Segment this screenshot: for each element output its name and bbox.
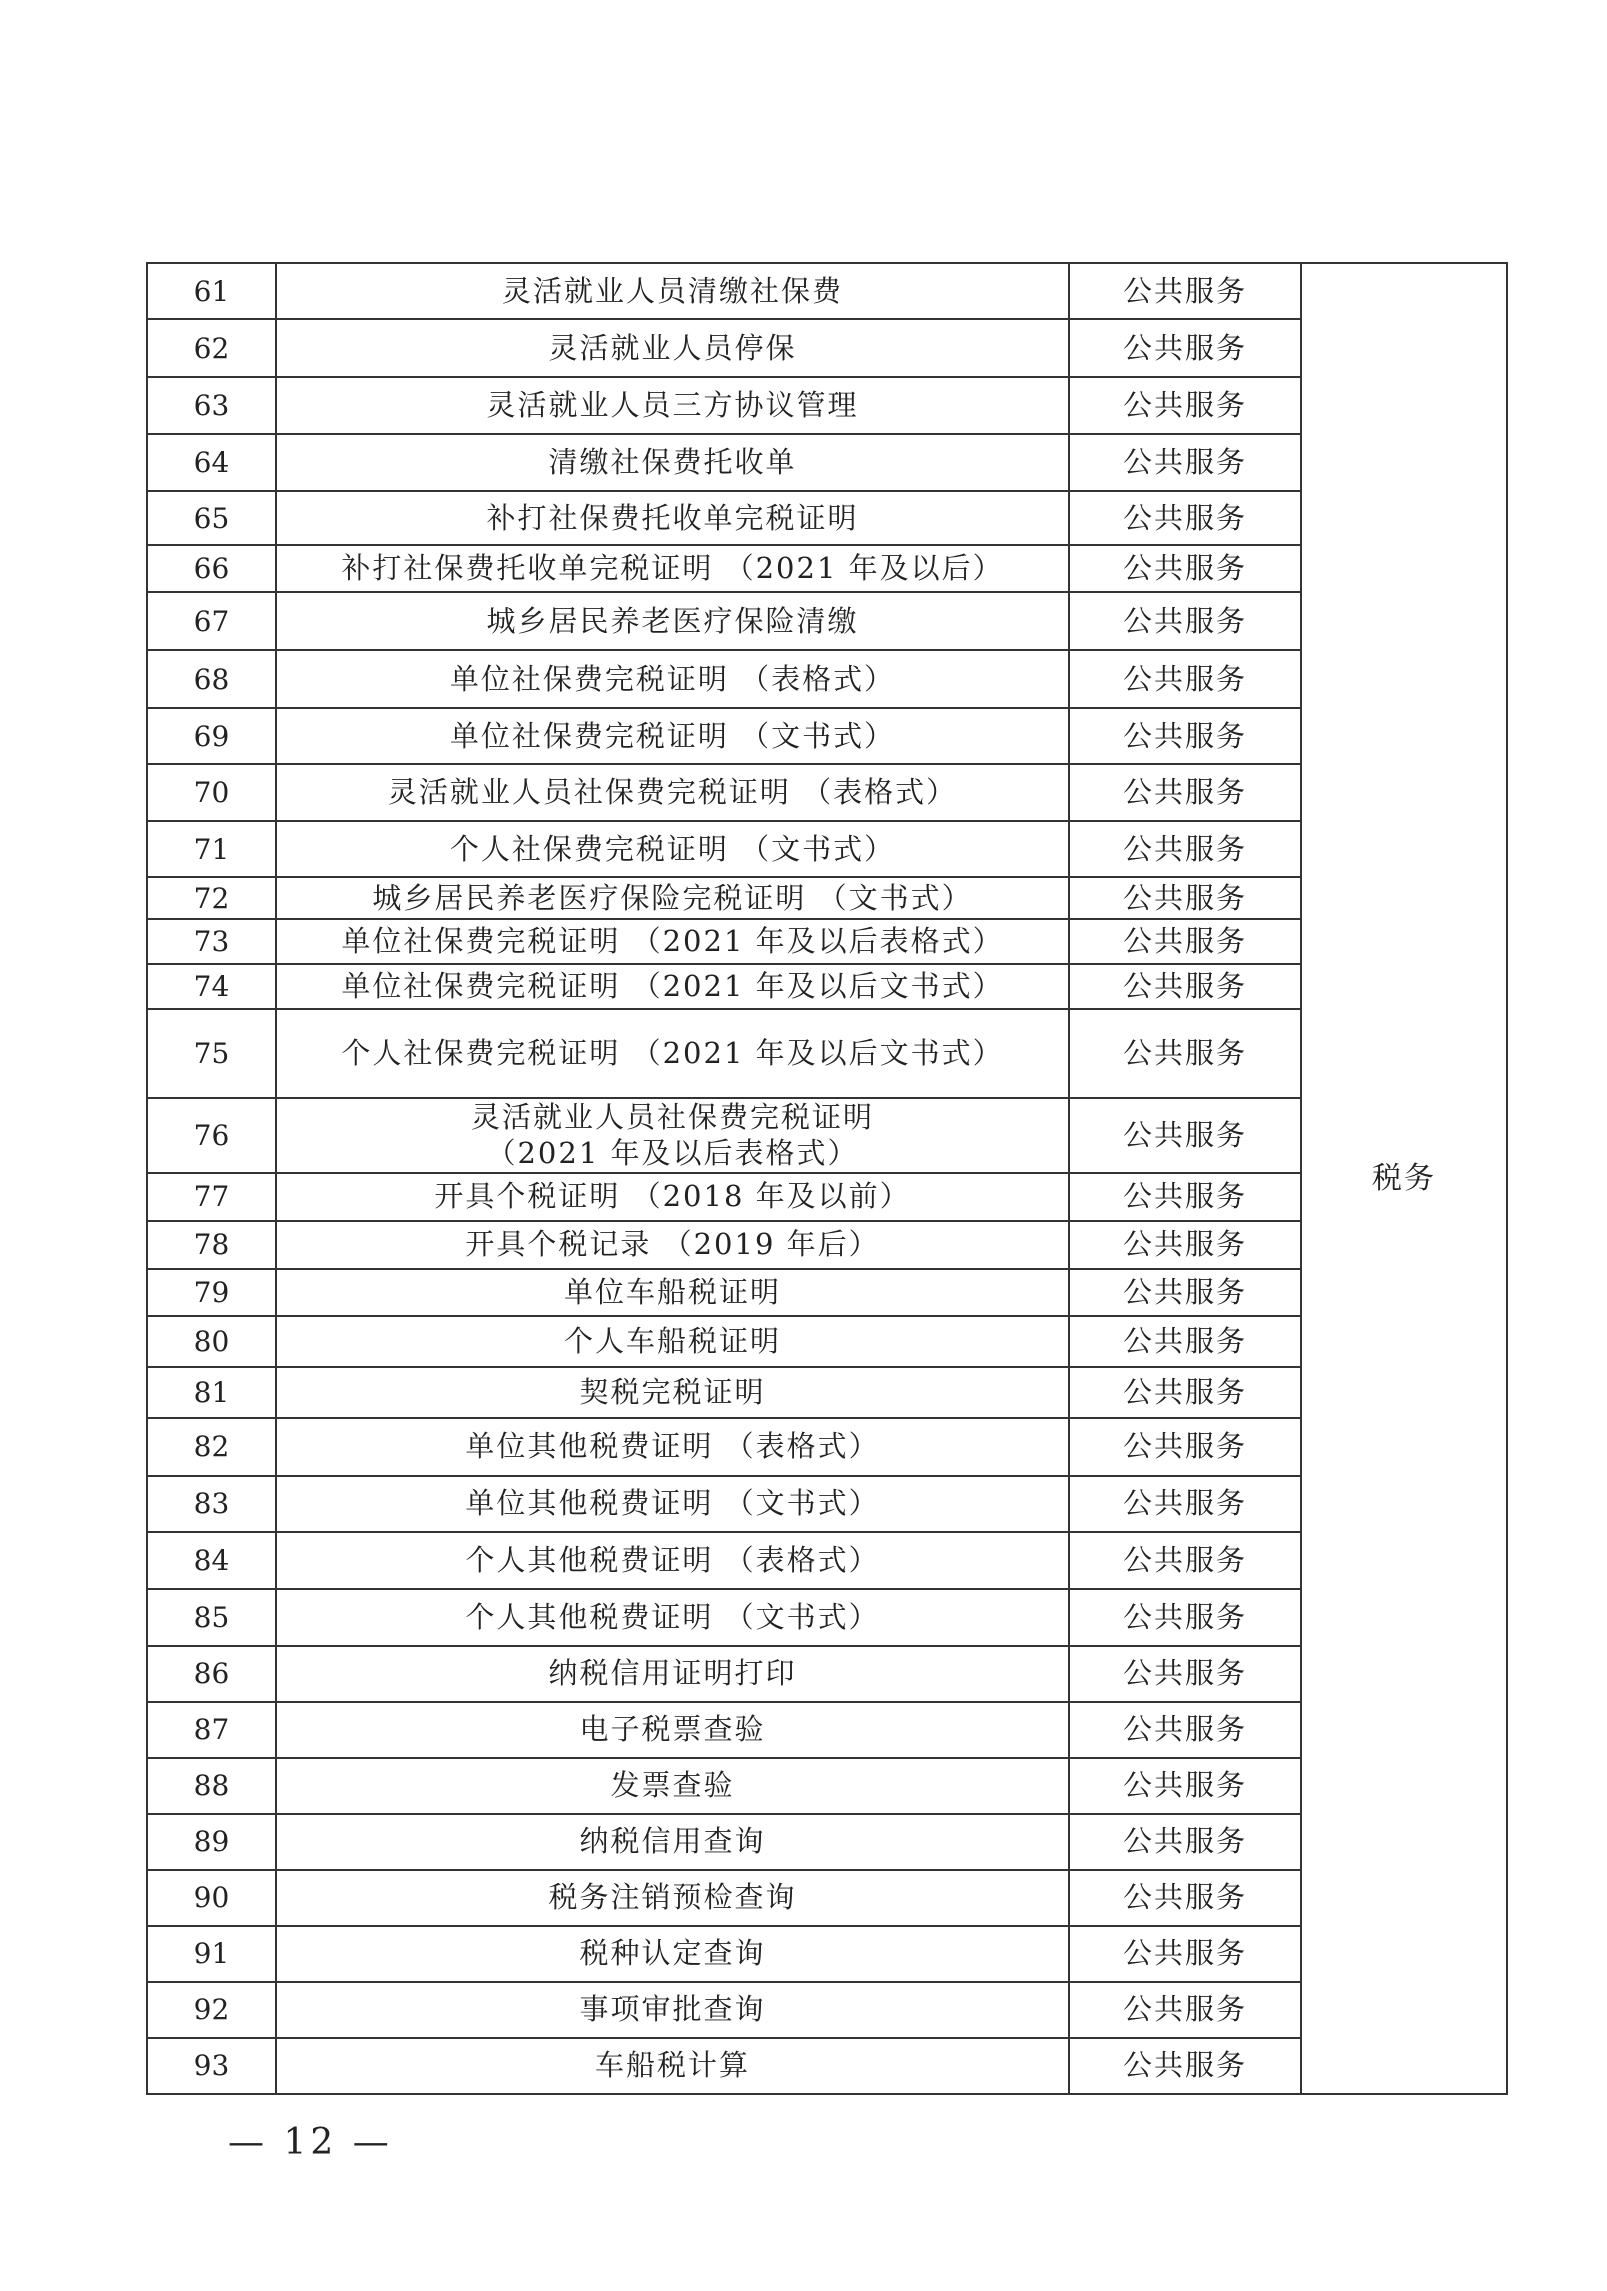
item-name — [276, 964, 1069, 1009]
item-type — [1069, 1418, 1301, 1476]
row-number-text: 93 — [193, 2049, 230, 2082]
row-number-text: 65 — [193, 501, 230, 535]
item-name-text: 个人其他税费证明 （表格式） — [465, 1542, 880, 1577]
row-number-text: 70 — [193, 776, 230, 809]
item-type — [1069, 1009, 1301, 1098]
item-name-text: 单位车船税证明 — [563, 1274, 781, 1309]
row-number — [147, 1098, 276, 1173]
item-name — [276, 1173, 1069, 1221]
item-name-text: 个人社保费完税证明 （2021 年及以后文书式） — [341, 1036, 1004, 1071]
item-type-text: 公共服务 — [1122, 1768, 1247, 1803]
item-type — [1069, 1926, 1301, 1982]
row-number-text: 92 — [193, 1993, 230, 2026]
row-number — [147, 1870, 276, 1926]
item-type-text: 公共服务 — [1122, 1599, 1247, 1634]
item-type — [1069, 263, 1301, 319]
item-name-text: 个人社保费完税证明 （文书式） — [449, 831, 896, 866]
row-number-text: 74 — [193, 970, 230, 1003]
row-number — [147, 877, 276, 919]
row-number — [147, 1702, 276, 1758]
item-type — [1069, 1173, 1301, 1221]
item-name — [276, 434, 1069, 491]
item-type-text: 公共服务 — [1122, 1118, 1247, 1153]
item-name-text: 开具个税记录 （2019 年后） — [465, 1227, 880, 1262]
item-name — [276, 1367, 1069, 1418]
row-number — [147, 1221, 276, 1269]
row-number-text: 67 — [193, 604, 230, 638]
item-type-text: 公共服务 — [1122, 603, 1247, 638]
item-name-text: 开具个税证明 （2018 年及以前） — [434, 1179, 911, 1214]
item-name-text: 发票查验 — [610, 1768, 735, 1803]
row-number — [147, 821, 276, 877]
item-name — [276, 1221, 1069, 1269]
item-type-text: 公共服务 — [1122, 718, 1247, 753]
item-type-text: 公共服务 — [1122, 1936, 1247, 1971]
item-type-text: 公共服务 — [1122, 500, 1247, 535]
row-number — [147, 1758, 276, 1814]
item-name-text: 补打社保费托收单完税证明 — [486, 500, 859, 535]
category-cell-text: 税务 — [1372, 1160, 1436, 1196]
item-type-text: 公共服务 — [1122, 775, 1247, 810]
row-number-text: 69 — [193, 719, 230, 753]
item-type — [1069, 650, 1301, 708]
item-name-line2: （2021 年及以后表格式） — [486, 1136, 859, 1171]
item-type — [1069, 1221, 1301, 1269]
row-number — [147, 1814, 276, 1870]
item-name — [276, 708, 1069, 764]
item-name — [276, 1702, 1069, 1758]
item-type — [1069, 919, 1301, 964]
row-number — [147, 1269, 276, 1316]
item-type-text: 公共服务 — [1122, 1429, 1247, 1464]
item-type — [1069, 1814, 1301, 1870]
item-name-text: 税务注销预检查询 — [548, 1880, 797, 1915]
row-number — [147, 1476, 276, 1532]
item-type — [1069, 377, 1301, 434]
item-name-text: 契税完税证明 — [579, 1374, 766, 1409]
row-number — [147, 319, 276, 377]
item-name — [276, 1646, 1069, 1702]
row-number-text: 76 — [193, 1118, 230, 1152]
row-number-text: 81 — [193, 1375, 230, 1409]
row-number-text: 86 — [193, 1657, 230, 1690]
row-number-text: 87 — [193, 1713, 230, 1746]
item-type-text: 公共服务 — [1122, 1374, 1247, 1409]
item-name — [276, 764, 1069, 821]
item-type-text: 公共服务 — [1122, 831, 1247, 866]
row-number — [147, 434, 276, 491]
row-number-text: 73 — [193, 925, 230, 958]
item-type — [1069, 1269, 1301, 1316]
service-table — [146, 262, 1508, 2095]
item-name-text: 城乡居民养老医疗保险清缴 — [486, 603, 859, 638]
item-name-text: 单位社保费完税证明 （2021 年及以后表格式） — [341, 924, 1004, 959]
item-type — [1069, 1702, 1301, 1758]
item-name — [276, 1316, 1069, 1367]
item-type-text: 公共服务 — [1122, 1486, 1247, 1521]
item-type — [1069, 1098, 1301, 1173]
item-name — [276, 877, 1069, 919]
item-type — [1069, 319, 1301, 377]
row-number — [147, 1646, 276, 1702]
item-type — [1069, 592, 1301, 650]
item-type — [1069, 1982, 1301, 2038]
item-type — [1069, 1589, 1301, 1646]
item-type — [1069, 1758, 1301, 1814]
row-number — [147, 764, 276, 821]
row-number — [147, 1589, 276, 1646]
item-type-text: 公共服务 — [1122, 661, 1247, 696]
row-number-text: 78 — [193, 1228, 230, 1261]
item-type-text: 公共服务 — [1122, 1712, 1247, 1747]
item-name — [276, 1870, 1069, 1926]
item-type-text: 公共服务 — [1122, 330, 1247, 365]
row-number-text: 90 — [193, 1881, 230, 1914]
item-name — [276, 491, 1069, 545]
row-number-text: 71 — [193, 832, 230, 866]
item-name — [276, 1476, 1069, 1532]
item-type-text: 公共服务 — [1122, 445, 1247, 480]
row-number-text: 77 — [193, 1180, 230, 1213]
item-type-text: 公共服务 — [1122, 1036, 1247, 1071]
item-name — [276, 545, 1069, 592]
row-number-text: 80 — [193, 1324, 230, 1358]
row-number-text: 62 — [193, 331, 230, 365]
item-name — [276, 1098, 1069, 1173]
category-cell — [1301, 263, 1507, 2094]
row-number — [147, 1926, 276, 1982]
item-type — [1069, 964, 1301, 1009]
item-name — [276, 377, 1069, 434]
item-name-text: 单位其他税费证明 （文书式） — [465, 1486, 880, 1521]
row-number-text: 64 — [193, 446, 230, 479]
row-number-text: 82 — [193, 1430, 230, 1463]
item-name-text: 单位其他税费证明 （表格式） — [465, 1429, 880, 1464]
item-type-text: 公共服务 — [1122, 1179, 1247, 1214]
item-name-text: 灵活就业人员清缴社保费 — [501, 273, 843, 308]
item-name — [276, 821, 1069, 877]
item-name — [276, 319, 1069, 377]
item-type-text: 公共服务 — [1122, 1992, 1247, 2027]
row-number — [147, 263, 276, 319]
item-type — [1069, 708, 1301, 764]
item-name-text: 车船税计算 — [594, 2048, 750, 2083]
item-type-text: 公共服务 — [1122, 924, 1247, 959]
item-name — [276, 1009, 1069, 1098]
row-number — [147, 1982, 276, 2038]
row-number — [147, 545, 276, 592]
item-type — [1069, 1532, 1301, 1589]
item-type-text: 公共服务 — [1122, 388, 1247, 423]
item-type — [1069, 1316, 1301, 1367]
row-number — [147, 2038, 276, 2094]
item-name-text: 个人车船税证明 — [563, 1323, 781, 1358]
item-type-text: 公共服务 — [1122, 273, 1247, 308]
row-number — [147, 377, 276, 434]
service-table-body — [147, 263, 1507, 2094]
item-name — [276, 1926, 1069, 1982]
item-name-text: 灵活就业人员社保费完税证明 （表格式） — [387, 775, 958, 810]
item-type — [1069, 1646, 1301, 1702]
item-name-text: 单位社保费完税证明 （2021 年及以后文书式） — [341, 969, 1004, 1004]
item-name — [276, 1814, 1069, 1870]
item-name — [276, 1532, 1069, 1589]
item-name-text: 灵活就业人员停保 — [548, 330, 797, 365]
item-type-text: 公共服务 — [1122, 1880, 1247, 1915]
item-type-text: 公共服务 — [1122, 1542, 1247, 1577]
item-type-text: 公共服务 — [1122, 1824, 1247, 1859]
row-number-text: 89 — [193, 1825, 230, 1858]
item-type-text: 公共服务 — [1122, 2048, 1247, 2083]
item-name-text: 灵活就业人员社保费完税证明 — [470, 1100, 874, 1134]
item-name — [276, 263, 1069, 319]
item-type-text: 公共服务 — [1122, 969, 1247, 1004]
item-name-text: 单位社保费完税证明 （文书式） — [449, 718, 896, 753]
item-type-text: 公共服务 — [1122, 1323, 1247, 1358]
row-number-text: 91 — [193, 1937, 230, 1970]
row-number-text: 61 — [193, 274, 230, 308]
item-type — [1069, 1476, 1301, 1532]
row-number — [147, 919, 276, 964]
item-type — [1069, 434, 1301, 491]
row-number — [147, 1418, 276, 1476]
row-number-text: 63 — [193, 389, 230, 422]
item-name — [276, 592, 1069, 650]
item-type — [1069, 545, 1301, 592]
item-type — [1069, 821, 1301, 877]
row-number-text: 88 — [193, 1769, 230, 1802]
item-name-text: 单位社保费完税证明 （表格式） — [449, 661, 896, 696]
item-type — [1069, 2038, 1301, 2094]
item-name-text: 灵活就业人员三方协议管理 — [486, 388, 859, 423]
item-type — [1069, 491, 1301, 545]
row-number — [147, 708, 276, 764]
row-number — [147, 1009, 276, 1098]
item-type — [1069, 877, 1301, 919]
item-type — [1069, 1367, 1301, 1418]
row-number — [147, 491, 276, 545]
item-name — [276, 1982, 1069, 2038]
item-name — [276, 1269, 1069, 1316]
item-name — [276, 1758, 1069, 1814]
row-number-text: 72 — [193, 881, 230, 915]
row-number-text: 84 — [193, 1543, 230, 1577]
row-number-text: 83 — [193, 1487, 230, 1520]
row-number — [147, 1316, 276, 1367]
item-type-text: 公共服务 — [1122, 1274, 1247, 1309]
item-name-text: 电子税票查验 — [579, 1712, 766, 1747]
item-type — [1069, 764, 1301, 821]
row-number — [147, 1532, 276, 1589]
row-number — [147, 1367, 276, 1418]
item-name — [276, 919, 1069, 964]
row-number — [147, 650, 276, 708]
item-name — [276, 650, 1069, 708]
item-name-text: 事项审批查询 — [579, 1992, 766, 2027]
row-number-text: 68 — [193, 662, 230, 696]
row-number-text: 75 — [193, 1037, 230, 1070]
row-number — [147, 592, 276, 650]
item-type-text: 公共服务 — [1122, 880, 1247, 915]
item-name-text: 城乡居民养老医疗保险完税证明 （文书式） — [372, 880, 973, 915]
row-number — [147, 1173, 276, 1221]
table-row — [147, 263, 1507, 319]
row-number-text: 66 — [193, 552, 230, 585]
row-number — [147, 964, 276, 1009]
item-name-text: 个人其他税费证明 （文书式） — [465, 1599, 880, 1634]
item-name-text: 纳税信用证明打印 — [548, 1656, 797, 1691]
item-name-text: 补打社保费托收单完税证明 （2021 年及以后） — [341, 551, 1004, 586]
item-type-text: 公共服务 — [1122, 1227, 1247, 1262]
page-number: — 12 — — [228, 2122, 393, 2163]
item-name-text: 纳税信用查询 — [579, 1824, 766, 1859]
item-name — [276, 1418, 1069, 1476]
row-number-text: 79 — [193, 1275, 230, 1309]
item-name-text: 税种认定查询 — [579, 1936, 766, 1971]
item-type-text: 公共服务 — [1122, 551, 1247, 586]
row-number-text: 85 — [193, 1600, 230, 1634]
item-type — [1069, 1870, 1301, 1926]
item-name — [276, 2038, 1069, 2094]
item-name-text: 清缴社保费托收单 — [548, 445, 797, 480]
item-type-text: 公共服务 — [1122, 1656, 1247, 1691]
item-name — [276, 1589, 1069, 1646]
